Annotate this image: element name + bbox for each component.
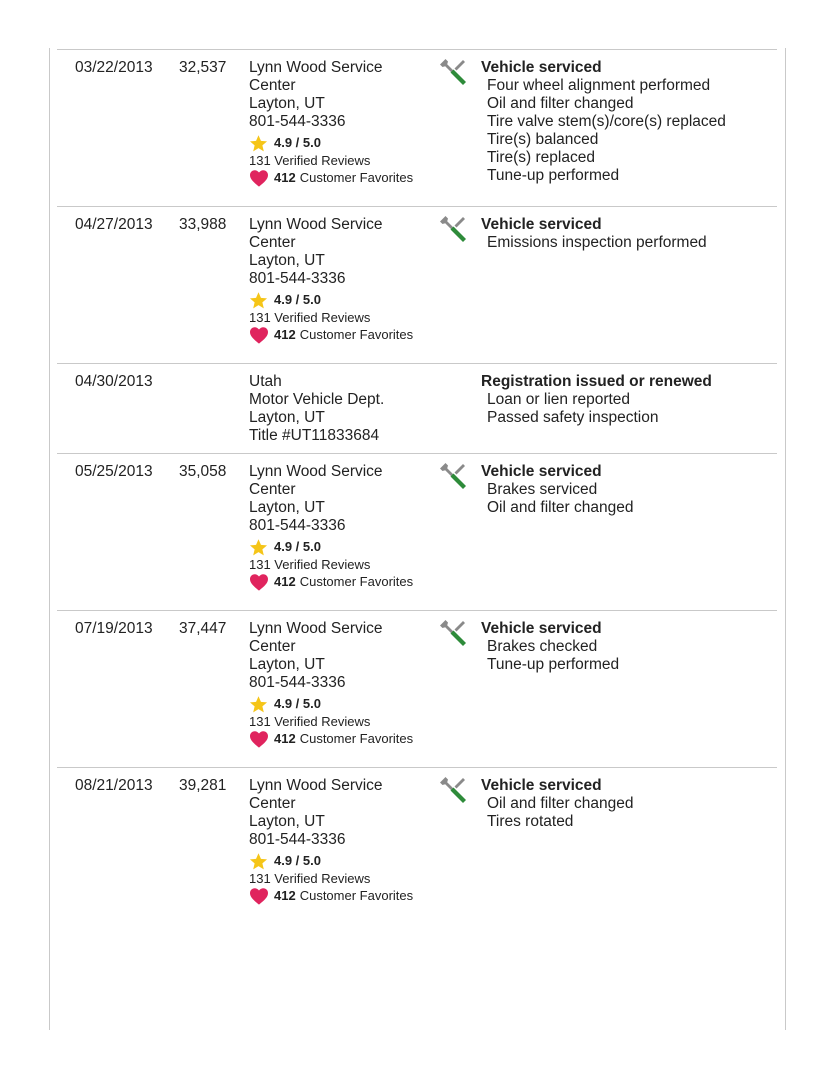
heart-icon (249, 730, 269, 748)
source-line: 801-544-3336 (249, 831, 346, 848)
record-icon-cell (439, 611, 481, 652)
source-line: 801-544-3336 (249, 517, 346, 534)
detail-item: Brakes checked (487, 638, 598, 655)
detail-title: Vehicle serviced (481, 620, 602, 637)
left-border (49, 48, 50, 1030)
reviews-count: 131 Verified Reviews (249, 871, 371, 886)
rating-line (249, 852, 439, 870)
source-line: Center (249, 481, 296, 498)
history-row (57, 206, 777, 363)
source-line: Center (249, 77, 296, 94)
record-source (249, 364, 439, 445)
heart-icon (249, 887, 269, 905)
record-source (249, 50, 439, 187)
record-icon-cell (439, 454, 481, 495)
history-row (57, 453, 777, 610)
record-source (249, 611, 439, 748)
record-icon-cell (439, 364, 481, 372)
rating-value: 4.9 / 5.0 (274, 696, 321, 711)
record-date: 03/22/2013 (75, 59, 153, 76)
record-date: 04/30/2013 (75, 373, 153, 390)
history-row (57, 610, 777, 767)
detail-item: Tire(s) replaced (487, 149, 595, 166)
record-details (481, 768, 777, 831)
reviews-count: 131 Verified Reviews (249, 153, 371, 168)
rating-value: 4.9 / 5.0 (274, 292, 321, 307)
source-line: Lynn Wood Service (249, 620, 383, 637)
record-icon-cell (439, 50, 481, 91)
source-line: Layton, UT (249, 409, 325, 426)
star-icon (249, 538, 268, 557)
right-border (785, 48, 786, 1030)
source-line: Layton, UT (249, 656, 325, 673)
favorites-label: Customer Favorites (299, 731, 414, 746)
record-source (249, 207, 439, 344)
favorites-count: 412 (274, 170, 296, 185)
rating-line (249, 695, 439, 713)
tools-icon (439, 215, 467, 243)
detail-item: Tune-up performed (487, 656, 620, 673)
star-icon (249, 852, 268, 871)
tools-icon (439, 776, 467, 804)
source-line: Center (249, 638, 296, 655)
history-row (57, 49, 777, 206)
record-details (481, 50, 777, 185)
detail-title: Vehicle serviced (481, 463, 602, 480)
source-line: Motor Vehicle Dept. (249, 391, 385, 408)
rating-value: 4.9 / 5.0 (274, 135, 321, 150)
detail-item: Oil and filter changed (487, 795, 634, 812)
heart-icon (249, 326, 269, 344)
detail-item: Passed safety inspection (487, 409, 659, 426)
favorites-line (249, 326, 439, 344)
service-history-table (57, 49, 777, 938)
record-details (481, 207, 777, 252)
reviews-count: 131 Verified Reviews (249, 310, 371, 325)
detail-item: Tire valve stem(s)/core(s) replaced (487, 113, 726, 130)
favorites-count: 412 (274, 731, 296, 746)
detail-item: Tires rotated (487, 813, 574, 830)
rating-line (249, 134, 439, 152)
reviews-count: 131 Verified Reviews (249, 557, 371, 572)
detail-item: Tire(s) balanced (487, 131, 599, 148)
source-line: Utah (249, 373, 282, 390)
reviews-count: 131 Verified Reviews (249, 714, 371, 729)
history-row (57, 767, 777, 938)
favorites-line (249, 730, 439, 748)
detail-title: Vehicle serviced (481, 777, 602, 794)
detail-title: Vehicle serviced (481, 216, 602, 233)
source-line: Title #UT11833684 (249, 427, 380, 444)
detail-title: Vehicle serviced (481, 59, 602, 76)
heart-icon (249, 573, 269, 591)
record-date: 04/27/2013 (75, 216, 153, 233)
rating-value: 4.9 / 5.0 (274, 539, 321, 554)
rating-value: 4.9 / 5.0 (274, 853, 321, 868)
favorites-count: 412 (274, 327, 296, 342)
heart-icon (249, 169, 269, 187)
source-line: 801-544-3336 (249, 674, 346, 691)
rating-line (249, 291, 439, 309)
tools-icon (439, 58, 467, 86)
source-line: Lynn Wood Service (249, 777, 383, 794)
favorites-line (249, 573, 439, 591)
detail-item: Four wheel alignment performed (487, 77, 711, 94)
record-icon-cell (439, 768, 481, 809)
favorites-label: Customer Favorites (299, 888, 414, 903)
tools-icon (439, 619, 467, 647)
record-odometer: 33,988 (179, 216, 227, 233)
source-line: Lynn Wood Service (249, 216, 383, 233)
record-odometer: 32,537 (179, 59, 227, 76)
source-line: Layton, UT (249, 499, 325, 516)
favorites-label: Customer Favorites (299, 170, 414, 185)
star-icon (249, 695, 268, 714)
record-details (481, 364, 777, 427)
source-line: Layton, UT (249, 813, 325, 830)
detail-item: Loan or lien reported (487, 391, 631, 408)
detail-item: Brakes serviced (487, 481, 598, 498)
record-icon-cell (439, 207, 481, 248)
record-date: 08/21/2013 (75, 777, 153, 794)
source-line: Center (249, 234, 296, 251)
record-details (481, 611, 777, 674)
source-line: Center (249, 795, 296, 812)
detail-item: Emissions inspection performed (487, 234, 707, 251)
rating-line (249, 538, 439, 556)
record-odometer: 35,058 (179, 463, 227, 480)
source-line: Layton, UT (249, 95, 325, 112)
favorites-count: 412 (274, 574, 296, 589)
source-line: 801-544-3336 (249, 113, 346, 130)
record-odometer: 39,281 (179, 777, 227, 794)
favorites-label: Customer Favorites (299, 574, 414, 589)
record-details (481, 454, 777, 517)
favorites-label: Customer Favorites (299, 327, 414, 342)
favorites-line (249, 887, 439, 905)
star-icon (249, 134, 268, 153)
detail-item: Tune-up performed (487, 167, 620, 184)
detail-item: Oil and filter changed (487, 499, 634, 516)
record-date: 05/25/2013 (75, 463, 153, 480)
record-odometer (179, 364, 249, 373)
tools-icon (439, 462, 467, 490)
detail-item: Oil and filter changed (487, 95, 634, 112)
star-icon (249, 291, 268, 310)
record-date: 07/19/2013 (75, 620, 153, 637)
favorites-line (249, 169, 439, 187)
favorites-count: 412 (274, 888, 296, 903)
source-line: 801-544-3336 (249, 270, 346, 287)
source-line: Layton, UT (249, 252, 325, 269)
source-line: Lynn Wood Service (249, 59, 383, 76)
history-row (57, 363, 777, 453)
record-source (249, 768, 439, 905)
source-line: Lynn Wood Service (249, 463, 383, 480)
detail-title: Registration issued or renewed (481, 373, 712, 390)
record-source (249, 454, 439, 591)
record-odometer: 37,447 (179, 620, 227, 637)
